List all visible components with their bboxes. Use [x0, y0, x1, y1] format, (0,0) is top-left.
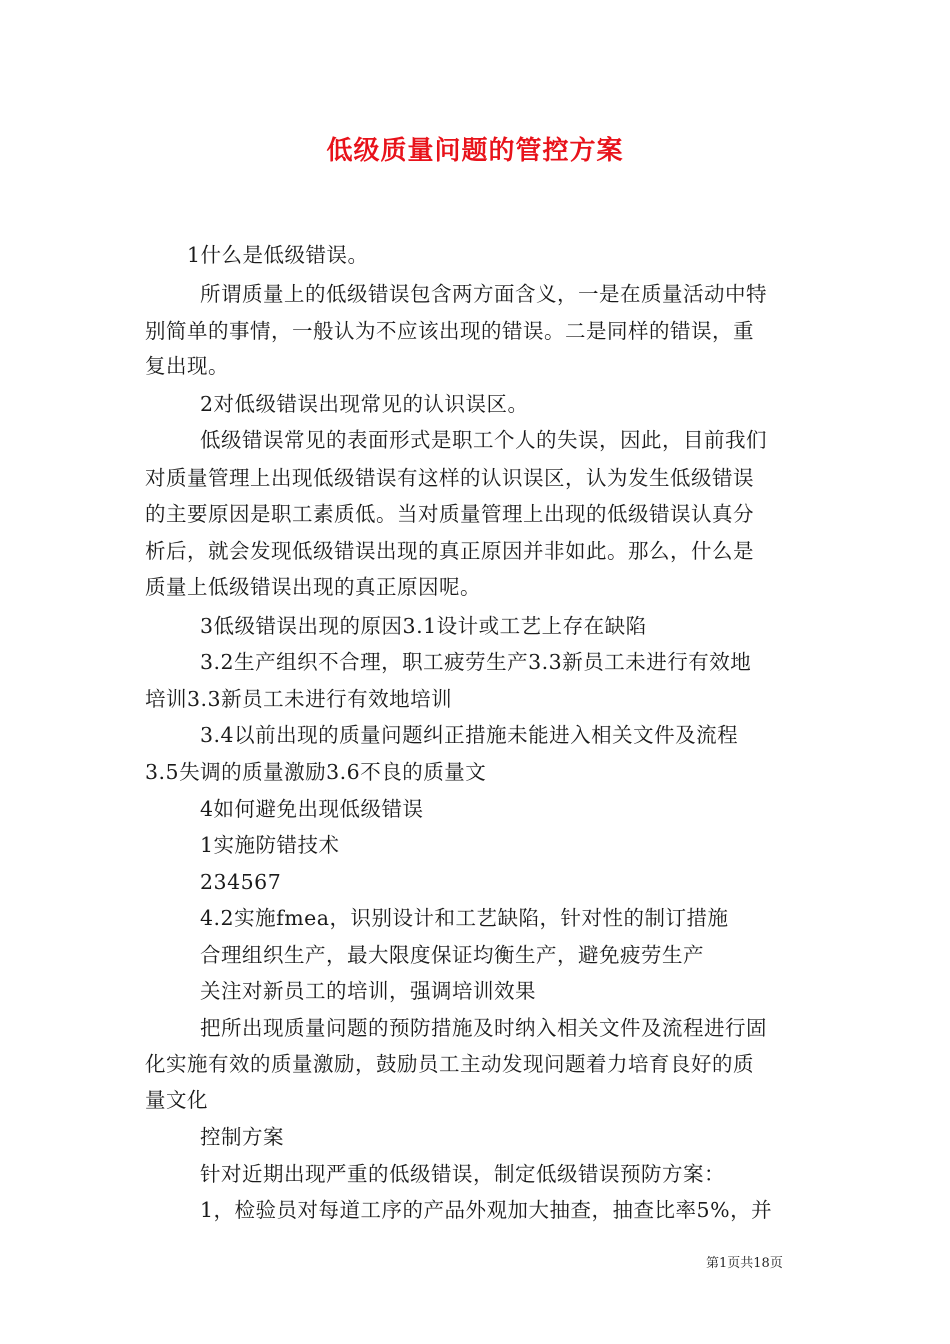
text-line: 3.5失调的质量激励3.6不良的质量文: [145, 760, 487, 784]
text-line: 关注对新员工的培训，强调培训效果: [200, 979, 536, 1003]
text-line: 复出现。: [145, 354, 229, 378]
text-line: 控制方案: [200, 1125, 284, 1149]
page-number-footer: 第1页共18页: [706, 1256, 783, 1271]
text-line: 3.2生产组织不合理，职工疲劳生产3.3新员工未进行有效地: [200, 650, 752, 674]
text-line: 把所出现质量问题的预防措施及时纳入相关文件及流程进行固: [200, 1016, 767, 1040]
text-line: 量文化: [145, 1088, 208, 1112]
text-line: 所谓质量上的低级错误包含两方面含义，一是在质量活动中特: [200, 282, 767, 306]
text-line: 1什么是低级错误。: [187, 243, 369, 267]
text-line: 3.4以前出现的质量问题纠正措施未能进入相关文件及流程: [200, 723, 739, 747]
text-line: 化实施有效的质量激励，鼓励员工主动发现问题着力培育良好的质: [145, 1052, 754, 1076]
text-line: 别简单的事情，一般认为不应该出现的错误。二是同样的错误，重: [145, 319, 754, 343]
text-line: 3低级错误出现的原因3.1设计或工艺上存在缺陷: [200, 614, 647, 638]
document-title: 低级质量问题的管控方案: [326, 136, 624, 166]
text-line: 对质量管理上出现低级错误有这样的认识误区，认为发生低级错误: [145, 466, 754, 490]
text-line: 1，检验员对每道工序的产品外观加大抽查，抽查比率5%，并: [200, 1198, 773, 1222]
text-line: 低级错误常见的表面形式是职工个人的失误，因此，目前我们: [200, 428, 767, 452]
text-line: 1实施防错技术: [200, 833, 340, 857]
text-line: 析后，就会发现低级错误出现的真正原因并非如此。那么，什么是: [145, 539, 754, 563]
text-line: 培训3.3新员工未进行有效地培训: [145, 687, 453, 711]
text-line: 质量上低级错误出现的真正原因呢。: [145, 575, 481, 599]
text-line: 针对近期出现严重的低级错误，制定低级错误预防方案：: [200, 1162, 725, 1186]
text-line: 合理组织生产，最大限度保证均衡生产，避免疲劳生产: [200, 943, 704, 967]
text-line: 2对低级错误出现常见的认识误区。: [200, 392, 529, 416]
text-line: 234567: [200, 870, 282, 894]
text-line: 4.2实施fmea，识别设计和工艺缺陷，针对性的制订措施: [200, 906, 729, 930]
text-line: 的主要原因是职工素质低。当对质量管理上出现的低级错误认真分: [145, 502, 754, 526]
text-line: 4如何避免出现低级错误: [200, 797, 424, 821]
